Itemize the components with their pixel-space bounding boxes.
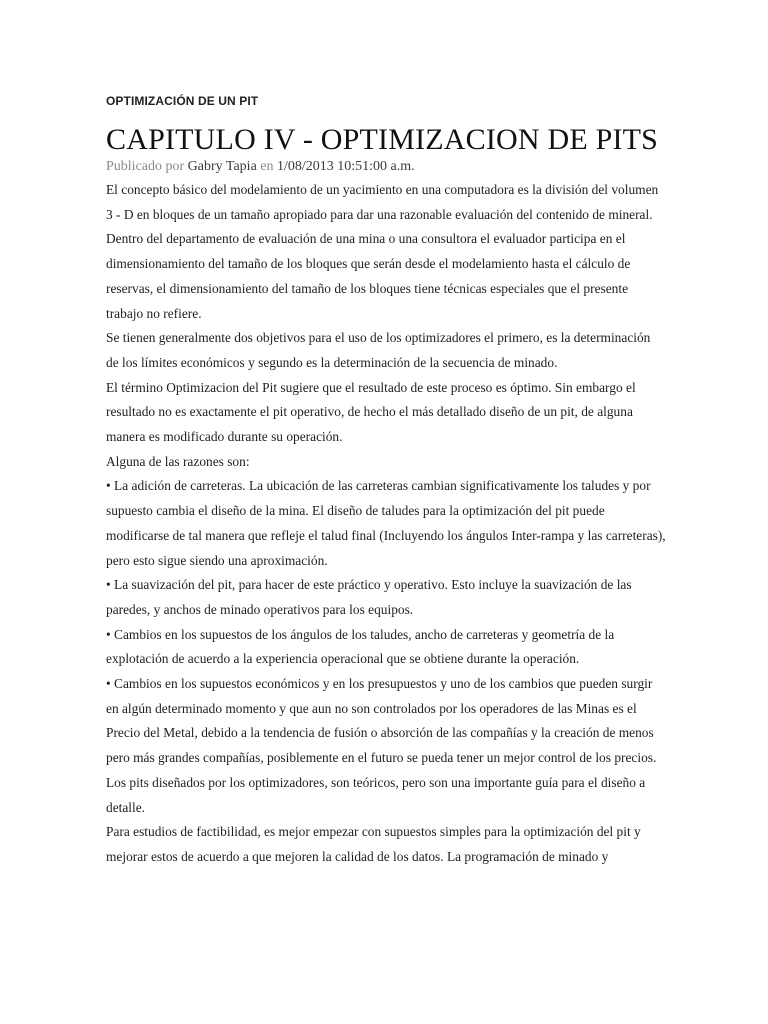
post-datetime[interactable]: 1/08/2013 10:51:00 a.m. xyxy=(277,159,415,174)
author-name[interactable]: Gabry Tapia xyxy=(187,159,257,174)
paragraph: Para estudios de factibilidad, es mejor empezar con supuestos simples para la optimización del pit y mejorar estos de acuerdo a que mejoren la calidad de los datos. La programación de minado y xyxy=(106,824,641,864)
section-header: OPTIMIZACIÓN DE UN PIT xyxy=(106,94,259,108)
bullet-item: • La adición de carreteras. La ubicación de las carreteras cambian significativamente los taludes y por supuesto cambia el diseño de la mina. El diseño de taludes para la optimización del pit puede modificarse de tal manera que refleje el talud final (Incluyendo los ángulos Inter-rampa y las carreteras), pero esto sigue siendo una aproximación. xyxy=(106,478,666,568)
date-preposition: en xyxy=(260,159,274,174)
paragraph: Alguna de las razones son: xyxy=(106,453,250,469)
published-by-label: Publicado por xyxy=(106,159,185,174)
bullet-item: • Cambios en los supuestos económicos y en los presupuestos y uno de los cambios que pueden surgir en algún determinado momento y que aun no son controlados por los operadores de las Minas es el Precio del Metal, debido a la tendencia de fusión o absorción de las compañías y la creación de menos pero más grandes compañías, posiblemente en el futuro se pueda tener un mejor control de los precios. xyxy=(106,676,657,766)
bullet-item: • La suavización del pit, para hacer de este práctico y operativo. Esto incluye la suavización de las paredes, y anchos de minado operativos para los equipos. xyxy=(106,577,632,617)
paragraph: El concepto básico del modelamiento de un yacimiento en una computadora es la división del volumen 3 - D en bloques de un tamaño apropiado para dar una razonable evaluación del contenido de mineral. xyxy=(106,182,659,222)
post-title: CAPITULO IV - OPTIMIZACION DE PITS xyxy=(106,123,659,156)
document-page xyxy=(106,93,666,870)
paragraph: Dentro del departamento de evaluación de una mina o una consultora el evaluador participa en el dimensionamiento del tamaño de los bloques que serán desde el modelamiento hasta el cálculo de reservas, el dimensionamiento del tamaño de los bloques tiene técnicas especiales que el presente trabajo no refiere. xyxy=(106,231,631,321)
paragraph: Se tienen generalmente dos objetivos para el uso de los optimizadores el primero, es la determinación de los límites económicos y segundo es la determinación de la secuencia de minado. xyxy=(106,330,651,370)
post-body xyxy=(106,178,666,870)
post-meta xyxy=(106,158,666,176)
paragraph: Los pits diseñados por los optimizadores, son teóricos, pero son una importante guía para el diseño a detalle. xyxy=(106,774,646,815)
bullet-item: • Cambios en los supuestos de los ángulos de los taludes, ancho de carreteras y geometría de la explotación de acuerdo a la experiencia operacional que se obtiene durante la operación. xyxy=(106,626,615,667)
paragraph: El término Optimizacion del Pit sugiere que el resultado de este proceso es óptimo. Sin embargo el resultado no es exactamente el pit operativo, de hecho el más detallado diseño de un pit, de alguna manera es modificado durante su operación. xyxy=(106,379,636,445)
